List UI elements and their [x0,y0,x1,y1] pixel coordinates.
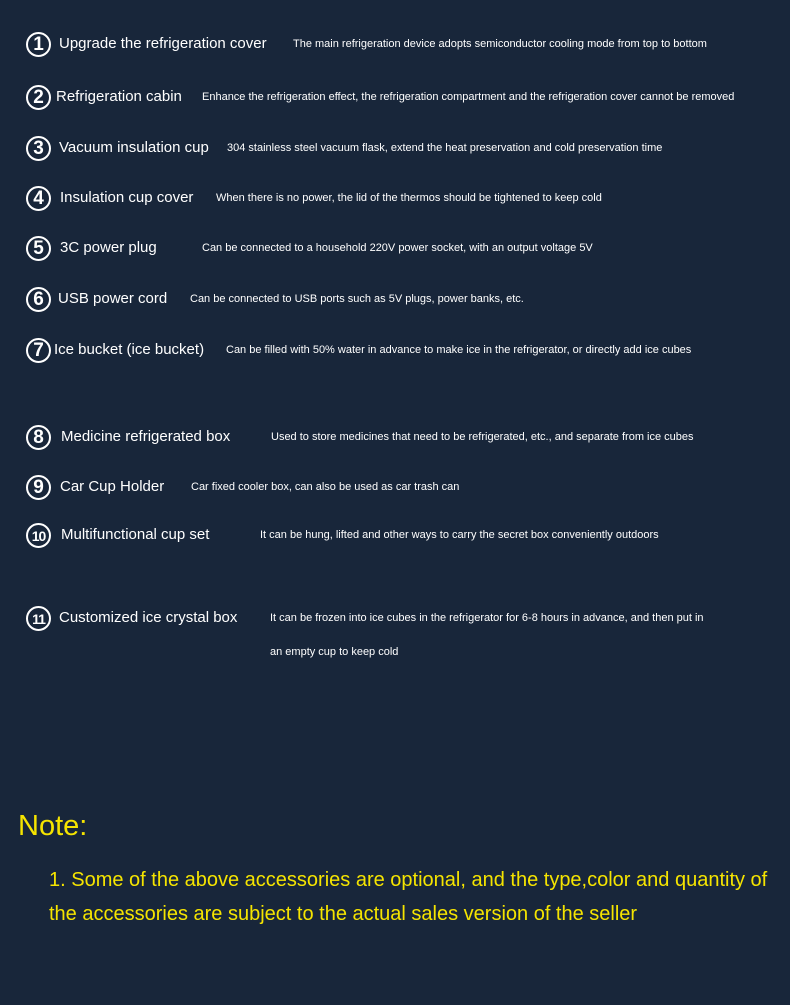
item-title: Upgrade the refrigeration cover [59,35,267,52]
item-description: Enhance the refrigeration effect, the refrigeration compartment and the refrigeration cover cannot be removed [202,91,735,103]
number-badge: 10 [26,523,51,548]
number-badge: 1 [26,32,51,57]
number-badge: 3 [26,136,51,161]
item-title: Ice bucket (ice bucket) [54,341,205,358]
list-item [26,523,790,553]
number-badge: 6 [26,287,51,312]
list-item [26,236,790,266]
number-badge: 5 [26,236,51,261]
list-item [26,186,790,216]
item-title: Car Cup Holder [60,478,165,495]
item-title: 3C power plug [60,239,157,256]
item-title: Insulation cup cover [60,189,194,206]
item-description: The main refrigeration device adopts semiconductor cooling mode from top to bottom [293,38,707,50]
number-badge: 2 [26,85,51,110]
item-description: Used to store medicines that need to be refrigerated, etc., and separate from ice cubes [271,431,694,443]
number-badge: 11 [26,606,51,631]
number-badge: 8 [26,425,51,450]
item-title: Multifunctional cup set [61,526,210,543]
list-item [26,338,790,368]
list-item [26,606,790,636]
item-title: Vacuum insulation cup [59,139,209,156]
note-text: 1. Some of the above accessories are optional, and the type,color and quantity of the accessories are subject to the actual sales version of the seller [49,869,768,925]
item-description: Can be connected to USB ports such as 5V plugs, power banks, etc. [190,293,524,305]
list-item [26,475,790,505]
item-description: It can be frozen into ice cubes in the refrigerator for 6-8 hours in advance, and then put in [270,612,704,624]
item-title: Refrigeration cabin [56,88,182,105]
item-description: Can be connected to a household 220V power socket, with an output voltage 5V [202,242,593,254]
note-title: Note: [18,810,88,842]
item-title: USB power cord [58,290,168,307]
item-description: Car fixed cooler box, can also be used as car trash can [191,481,460,493]
item-description: Can be filled with 50% water in advance to make ice in the refrigerator, or directly add ice cubes [226,344,692,356]
list-item [26,32,790,62]
number-badge: 9 [26,475,51,500]
item-description: 304 stainless steel vacuum flask, extend the heat preservation and cold preservation time [227,142,663,154]
list-item [26,85,790,115]
number-badge: 7 [26,338,51,363]
item-description: When there is no power, the lid of the thermos should be tightened to keep cold [216,192,602,204]
list-item [26,425,790,455]
item-title: Medicine refrigerated box [61,428,231,445]
list-item [26,287,790,317]
item-description-continued: an empty cup to keep cold [270,646,399,658]
item-description: It can be hung, lifted and other ways to carry the secret box conveniently outdoors [260,529,659,541]
item-title: Customized ice crystal box [59,609,238,626]
list-item [26,136,790,166]
number-badge: 4 [26,186,51,211]
